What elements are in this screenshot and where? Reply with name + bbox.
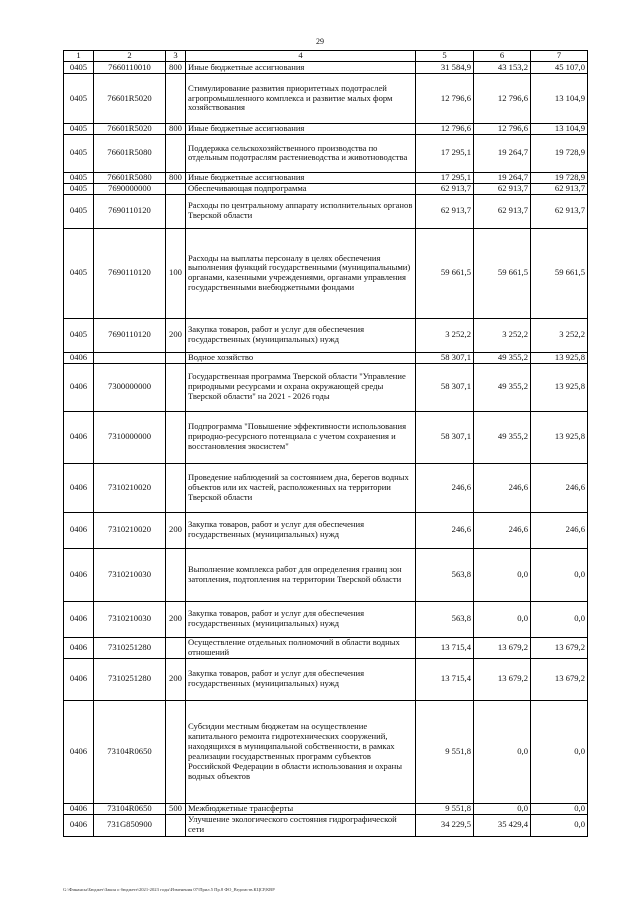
expense-type-cell: 200 <box>166 318 186 352</box>
target-article-cell: 7310000000 <box>94 411 166 463</box>
section-code-cell: 0406 <box>64 463 94 512</box>
amount-year2-cell: 49 355,2 <box>474 352 531 363</box>
section-code-cell: 0405 <box>64 74 94 124</box>
amount-year2-cell: 12 796,6 <box>474 124 531 135</box>
expense-type-cell: 200 <box>166 658 186 700</box>
item-name-cell: Подпрограмма "Повышение эффективности использования природно-ресурсного потенциала с учетом сохранения и восстановления экосистем" <box>186 411 416 463</box>
expense-type-cell <box>166 814 186 836</box>
amount-year2-cell: 19 264,7 <box>474 134 531 172</box>
amount-year3-cell: 59 661,5 <box>531 228 588 318</box>
item-name-cell: Расходы по центральному аппарату исполнительных органов Тверской области <box>186 194 416 228</box>
amount-year2-cell: 12 796,6 <box>474 74 531 124</box>
budget-table <box>63 50 588 837</box>
section-code-cell: 0405 <box>64 62 94 74</box>
section-code-cell: 0406 <box>64 548 94 601</box>
expense-type-cell: 800 <box>166 124 186 135</box>
amount-year1-cell: 17 295,1 <box>416 172 474 183</box>
item-name-cell: Субсидии местным бюджетам на осуществление капитального ремонта гидротехнических сооружений, находящихся в муниципальной собственности, в рамках реализации государственных программ субъектов Российской Федерации в области использования и охраны водных объектов <box>186 700 416 803</box>
amount-year3-cell: 13 679,2 <box>531 637 588 658</box>
amount-year3-cell: 45 107,0 <box>531 62 588 74</box>
item-name-cell: Улучшение экологического состояния гидрографической сети <box>186 814 416 836</box>
table-row <box>64 601 588 637</box>
table-row <box>64 124 588 135</box>
item-name-cell: Проведение наблюдений за состоянием дна, берегов водных объектов или их частей, расположенных на территории Тверской области <box>186 463 416 512</box>
target-article-cell: 7310210030 <box>94 548 166 601</box>
table-row <box>64 363 588 411</box>
section-code-cell: 0406 <box>64 814 94 836</box>
section-code-cell: 0406 <box>64 512 94 548</box>
section-code-cell: 0406 <box>64 601 94 637</box>
amount-year3-cell: 246,6 <box>531 463 588 512</box>
table-row <box>64 658 588 700</box>
expense-type-cell: 500 <box>166 803 186 814</box>
amount-year2-cell: 13 679,2 <box>474 637 531 658</box>
expense-type-cell <box>166 183 186 194</box>
expense-type-cell <box>166 700 186 803</box>
target-article-cell: 76601R5020 <box>94 74 166 124</box>
table-body <box>64 62 588 837</box>
amount-year1-cell: 12 796,6 <box>416 74 474 124</box>
target-article-cell: 731G850900 <box>94 814 166 836</box>
section-code-cell: 0405 <box>64 318 94 352</box>
amount-year2-cell: 3 252,2 <box>474 318 531 352</box>
amount-year1-cell: 3 252,2 <box>416 318 474 352</box>
amount-year3-cell: 0,0 <box>531 803 588 814</box>
item-name-cell: Водное хозяйство <box>186 352 416 363</box>
section-code-cell: 0405 <box>64 134 94 172</box>
section-code-cell: 0405 <box>64 194 94 228</box>
target-article-cell: 7690110120 <box>94 228 166 318</box>
target-article-cell: 7310251280 <box>94 637 166 658</box>
target-article-cell: 76601R5020 <box>94 124 166 135</box>
amount-year1-cell: 9 551,8 <box>416 700 474 803</box>
amount-year3-cell: 0,0 <box>531 601 588 637</box>
target-article-cell: 7690110120 <box>94 194 166 228</box>
amount-year2-cell: 43 153,2 <box>474 62 531 74</box>
expense-type-cell <box>166 548 186 601</box>
amount-year2-cell: 13 679,2 <box>474 658 531 700</box>
amount-year1-cell: 563,8 <box>416 548 474 601</box>
target-article-cell: 7310210020 <box>94 512 166 548</box>
amount-year2-cell: 246,6 <box>474 463 531 512</box>
amount-year2-cell: 35 429,4 <box>474 814 531 836</box>
footer-file-path: G:\Финансы\Бюджет\Закон о бюджете\2021-2023 годы\Изменения 07\Прил.5 Пр.8 ФО_Ведомств.КЦСР,КВР <box>63 887 275 892</box>
amount-year3-cell: 13 925,8 <box>531 411 588 463</box>
amount-year2-cell: 0,0 <box>474 548 531 601</box>
item-name-cell: Стимулирование развития приоритетных подотраслей агропромышленного комплекса и развитие малых форм хозяйствования <box>186 74 416 124</box>
expense-type-cell: 800 <box>166 62 186 74</box>
amount-year1-cell: 62 913,7 <box>416 194 474 228</box>
column-header: 1 <box>64 51 94 62</box>
amount-year3-cell: 246,6 <box>531 512 588 548</box>
table-row <box>64 183 588 194</box>
amount-year3-cell: 62 913,7 <box>531 183 588 194</box>
amount-year1-cell: 58 307,1 <box>416 363 474 411</box>
amount-year1-cell: 58 307,1 <box>416 352 474 363</box>
column-header: 3 <box>166 51 186 62</box>
table-row <box>64 134 588 172</box>
section-code-cell: 0405 <box>64 183 94 194</box>
target-article-cell <box>94 352 166 363</box>
table-row <box>64 700 588 803</box>
section-code-cell: 0406 <box>64 352 94 363</box>
expense-type-cell: 200 <box>166 512 186 548</box>
expense-type-cell <box>166 463 186 512</box>
expense-type-cell <box>166 74 186 124</box>
item-name-cell: Расходы на выплаты персоналу в целях обеспечения выполнения функций государственными (муниципальными) органами, казенными учреждениями, органами управления государственными внебюджетными фондами <box>186 228 416 318</box>
page-number: 29 <box>316 37 324 46</box>
amount-year1-cell: 12 796,6 <box>416 124 474 135</box>
column-header: 6 <box>474 51 531 62</box>
table-header-row <box>64 51 588 62</box>
amount-year1-cell: 9 551,8 <box>416 803 474 814</box>
column-header: 7 <box>531 51 588 62</box>
target-article-cell: 73104R0650 <box>94 803 166 814</box>
target-article-cell: 76601R5080 <box>94 172 166 183</box>
section-code-cell: 0405 <box>64 172 94 183</box>
amount-year1-cell: 563,8 <box>416 601 474 637</box>
table-row <box>64 411 588 463</box>
expense-type-cell <box>166 134 186 172</box>
amount-year1-cell: 58 307,1 <box>416 411 474 463</box>
expense-type-cell: 200 <box>166 601 186 637</box>
table-row <box>64 62 588 74</box>
item-name-cell: Выполнение комплекса работ для определения границ зон затопления, подтопления на территории Тверской области <box>186 548 416 601</box>
table-row <box>64 803 588 814</box>
amount-year3-cell: 13 104,9 <box>531 124 588 135</box>
amount-year1-cell: 34 229,5 <box>416 814 474 836</box>
column-header: 4 <box>186 51 416 62</box>
item-name-cell: Иные бюджетные ассигнования <box>186 124 416 135</box>
item-name-cell: Закупка товаров, работ и услуг для обеспечения государственных (муниципальных) нужд <box>186 658 416 700</box>
amount-year3-cell: 0,0 <box>531 814 588 836</box>
item-name-cell: Осуществление отдельных полномочий в области водных отношений <box>186 637 416 658</box>
amount-year2-cell: 0,0 <box>474 803 531 814</box>
amount-year2-cell: 49 355,2 <box>474 411 531 463</box>
amount-year3-cell: 13 104,9 <box>531 74 588 124</box>
item-name-cell: Поддержка сельскохозяйственного производства по отдельным подотраслям растениеводства и животноводства <box>186 134 416 172</box>
amount-year3-cell: 62 913,7 <box>531 194 588 228</box>
amount-year3-cell: 19 728,9 <box>531 134 588 172</box>
target-article-cell: 7310210020 <box>94 463 166 512</box>
amount-year3-cell: 13 679,2 <box>531 658 588 700</box>
expense-type-cell <box>166 194 186 228</box>
column-header: 2 <box>94 51 166 62</box>
amount-year1-cell: 246,6 <box>416 463 474 512</box>
amount-year2-cell: 19 264,7 <box>474 172 531 183</box>
section-code-cell: 0405 <box>64 124 94 135</box>
item-name-cell: Межбюджетные трансферты <box>186 803 416 814</box>
table-row <box>64 637 588 658</box>
table-row <box>64 74 588 124</box>
item-name-cell: Закупка товаров, работ и услуг для обеспечения государственных (муниципальных) нужд <box>186 318 416 352</box>
item-name-cell: Обеспечивающая подпрограмма <box>186 183 416 194</box>
table-row <box>64 228 588 318</box>
section-code-cell: 0406 <box>64 637 94 658</box>
amount-year1-cell: 31 584,9 <box>416 62 474 74</box>
amount-year2-cell: 0,0 <box>474 601 531 637</box>
target-article-cell: 7690000000 <box>94 183 166 194</box>
amount-year2-cell: 62 913,7 <box>474 183 531 194</box>
target-article-cell: 7660110010 <box>94 62 166 74</box>
expense-type-cell: 100 <box>166 228 186 318</box>
table-row <box>64 512 588 548</box>
expense-type-cell: 800 <box>166 172 186 183</box>
amount-year3-cell: 0,0 <box>531 700 588 803</box>
section-code-cell: 0406 <box>64 658 94 700</box>
table-row <box>64 548 588 601</box>
table-row <box>64 194 588 228</box>
amount-year3-cell: 13 925,8 <box>531 363 588 411</box>
amount-year2-cell: 62 913,7 <box>474 194 531 228</box>
amount-year3-cell: 13 925,8 <box>531 352 588 363</box>
item-name-cell: Закупка товаров, работ и услуг для обеспечения государственных (муниципальных) нужд <box>186 601 416 637</box>
amount-year2-cell: 0,0 <box>474 700 531 803</box>
section-code-cell: 0406 <box>64 411 94 463</box>
item-name-cell: Иные бюджетные ассигнования <box>186 172 416 183</box>
target-article-cell: 73104R0650 <box>94 700 166 803</box>
item-name-cell: Иные бюджетные ассигнования <box>186 62 416 74</box>
target-article-cell: 7300000000 <box>94 363 166 411</box>
amount-year3-cell: 0,0 <box>531 548 588 601</box>
section-code-cell: 0406 <box>64 803 94 814</box>
amount-year2-cell: 59 661,5 <box>474 228 531 318</box>
target-article-cell: 7310251280 <box>94 658 166 700</box>
section-code-cell: 0406 <box>64 363 94 411</box>
amount-year1-cell: 17 295,1 <box>416 134 474 172</box>
expense-type-cell <box>166 637 186 658</box>
table-row <box>64 318 588 352</box>
section-code-cell: 0405 <box>64 228 94 318</box>
table-row <box>64 172 588 183</box>
amount-year1-cell: 59 661,5 <box>416 228 474 318</box>
target-article-cell: 7690110120 <box>94 318 166 352</box>
table-row <box>64 463 588 512</box>
amount-year2-cell: 246,6 <box>474 512 531 548</box>
amount-year1-cell: 246,6 <box>416 512 474 548</box>
table-row <box>64 352 588 363</box>
column-header: 5 <box>416 51 474 62</box>
amount-year1-cell: 13 715,4 <box>416 637 474 658</box>
expense-type-cell <box>166 352 186 363</box>
item-name-cell: Закупка товаров, работ и услуг для обеспечения государственных (муниципальных) нужд <box>186 512 416 548</box>
item-name-cell: Государственная программа Тверской области "Управление природными ресурсами и охрана окружающей среды Тверской области" на 2021 - 2026 годы <box>186 363 416 411</box>
table-row <box>64 814 588 836</box>
section-code-cell: 0406 <box>64 700 94 803</box>
target-article-cell: 76601R5080 <box>94 134 166 172</box>
amount-year1-cell: 13 715,4 <box>416 658 474 700</box>
amount-year1-cell: 62 913,7 <box>416 183 474 194</box>
expense-type-cell <box>166 411 186 463</box>
amount-year3-cell: 3 252,2 <box>531 318 588 352</box>
target-article-cell: 7310210030 <box>94 601 166 637</box>
amount-year2-cell: 49 355,2 <box>474 363 531 411</box>
amount-year3-cell: 19 728,9 <box>531 172 588 183</box>
expense-type-cell <box>166 363 186 411</box>
